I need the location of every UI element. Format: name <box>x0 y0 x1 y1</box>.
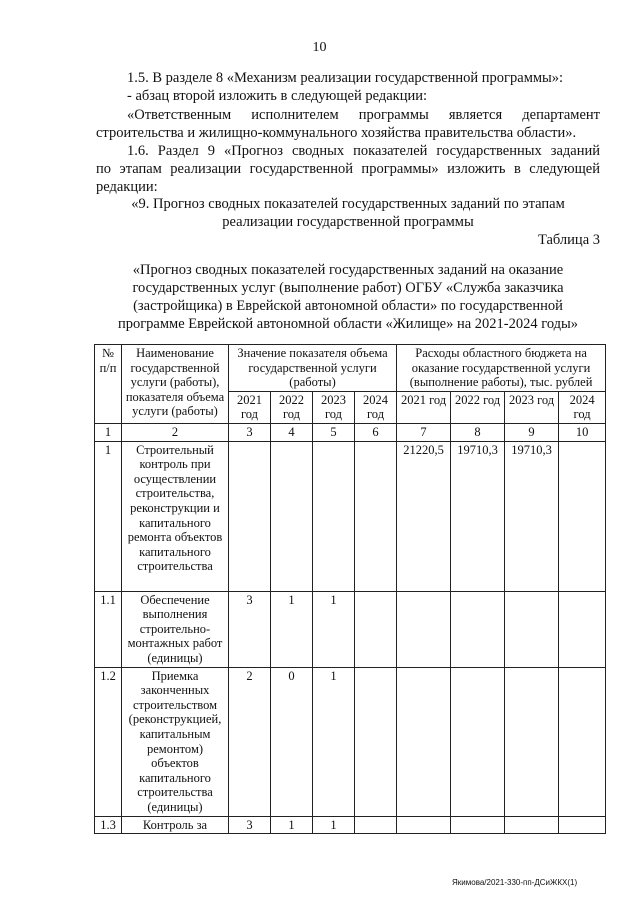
cell <box>451 667 505 816</box>
column-number: 2 <box>122 423 229 441</box>
cell <box>355 591 397 667</box>
header-year: 2024 год <box>559 391 606 423</box>
cell <box>559 816 606 834</box>
section-heading-line1: «9. Прогноз сводных показателей государственных заданий по этапам <box>131 196 565 212</box>
table-row <box>95 816 606 834</box>
section-heading-line2: реализации государственной программы <box>222 214 474 230</box>
row-name: Приемка законченных строительством (реконструкцией, капитальным ремонтом) объектов капитального строительства (единицы) <box>122 667 229 816</box>
cell <box>229 441 271 591</box>
cell: 1 <box>271 816 313 834</box>
header-year: 2021 год <box>397 391 451 423</box>
paragraph-1-6-line3: редакции: <box>96 179 158 195</box>
cell: 2 <box>229 667 271 816</box>
header-year: 2023 год <box>505 391 559 423</box>
paragraph-1-6-line1: 1.6. Раздел 9 «Прогноз сводных показателей государственных заданий <box>127 143 600 159</box>
cell: 3 <box>229 816 271 834</box>
column-number-row <box>95 423 606 441</box>
column-number: 1 <box>95 423 122 441</box>
cell <box>271 441 313 591</box>
cell: 0 <box>271 667 313 816</box>
cell <box>397 667 451 816</box>
cell: 21220,5 <box>397 441 451 591</box>
paragraph-abzac: - абзац второй изложить в следующей редакции: <box>127 88 428 104</box>
forecast-table <box>94 344 606 834</box>
cell: 1 <box>313 591 355 667</box>
cell: 19710,3 <box>505 441 559 591</box>
header-num: № п/п <box>95 345 122 424</box>
column-number: 10 <box>559 423 606 441</box>
document-footer-id: Якимова/2021-330-пп-ДСиЖКХ(1) <box>452 878 578 887</box>
table-title-line4: программе Еврейской автономной области «Жилище» на 2021-2024 годы» <box>117 316 579 332</box>
column-number: 5 <box>313 423 355 441</box>
cell <box>505 667 559 816</box>
cell: 19710,3 <box>451 441 505 591</box>
cell <box>397 816 451 834</box>
row-num: 1 <box>95 441 122 591</box>
table-row <box>95 667 606 816</box>
paragraph-1-5: 1.5. В разделе 8 «Механизм реализации государственной программы»: <box>127 70 564 86</box>
header-year: 2022 год <box>451 391 505 423</box>
cell <box>397 591 451 667</box>
paragraph-responsible-line1: «Ответственным исполнителем программы является департамент <box>127 107 600 123</box>
cell <box>559 667 606 816</box>
table-row <box>95 441 606 591</box>
cell <box>559 441 606 591</box>
row-num: 1.1 <box>95 591 122 667</box>
cell: 1 <box>313 816 355 834</box>
column-number: 4 <box>271 423 313 441</box>
header-volume: Значение показателя объема государственной услуги (работы) <box>229 345 397 392</box>
column-number: 6 <box>355 423 397 441</box>
cell <box>355 441 397 591</box>
row-num: 1.3 <box>95 816 122 834</box>
cell <box>451 816 505 834</box>
cell: 1 <box>271 591 313 667</box>
cell <box>355 816 397 834</box>
table-title-line1: «Прогноз сводных показателей государственных заданий на оказание <box>132 262 564 278</box>
cell <box>559 591 606 667</box>
header-name: Наименование государственной услуги (работы), показателя объема услуги (работы) <box>122 345 229 424</box>
header-year: 2022 год <box>271 391 313 423</box>
header-expenses: Расходы областного бюджета на оказание государственной услуги (выполнение работы), тыс. рублей <box>397 345 606 392</box>
cell: 1 <box>313 667 355 816</box>
header-year: 2023 год <box>313 391 355 423</box>
cell: 3 <box>229 591 271 667</box>
table-title-line3: (застройщика) в Еврейской автономной области» по государственной <box>133 298 563 314</box>
column-number: 7 <box>397 423 451 441</box>
cell <box>505 591 559 667</box>
cell <box>451 591 505 667</box>
cell <box>505 816 559 834</box>
row-name: Обеспечение выполнения строительно-монтажных работ (единицы) <box>122 591 229 667</box>
column-number: 3 <box>229 423 271 441</box>
table-row <box>95 591 606 667</box>
row-name: Строительный контроль при осуществлении строительства, реконструкции и капитального ремонта объектов капитального строительства <box>122 441 229 591</box>
paragraph-responsible-line2: строительства и жилищно-коммунального хозяйства правительства области». <box>96 125 577 141</box>
header-year: 2021 год <box>229 391 271 423</box>
row-num: 1.2 <box>95 667 122 816</box>
row-name: Контроль за <box>122 816 229 834</box>
paragraph-1-6-line2: по этапам реализации государственной программы» изложить в следующей <box>96 161 600 177</box>
cell <box>355 667 397 816</box>
page-number: 10 <box>312 40 327 55</box>
column-number: 9 <box>505 423 559 441</box>
column-number: 8 <box>451 423 505 441</box>
table-label: Таблица 3 <box>537 232 600 248</box>
cell <box>313 441 355 591</box>
header-year: 2024 год <box>355 391 397 423</box>
table-title-line2: государственных услуг (выполнение работ) ОГБУ «Служба заказчика <box>132 280 564 296</box>
